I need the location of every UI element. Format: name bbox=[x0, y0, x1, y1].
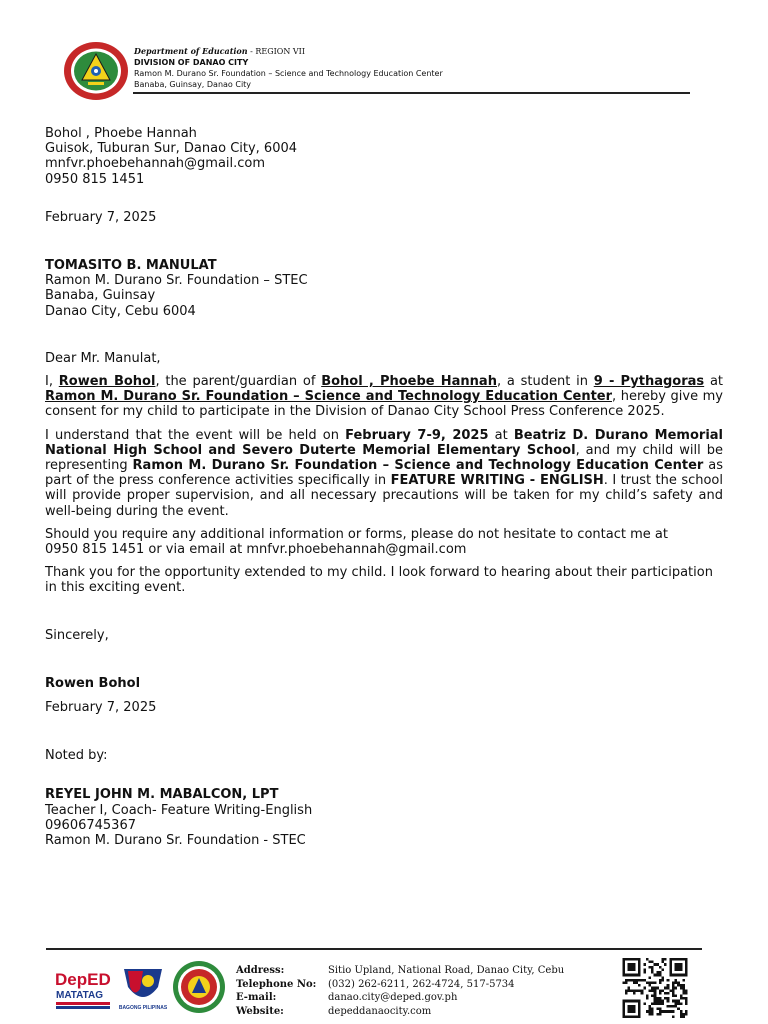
footer-divider bbox=[46, 948, 702, 950]
text-run: , and my child will be representing bbox=[45, 442, 723, 474]
text-run: at bbox=[704, 374, 724, 390]
text-run: as part of the press conference activities specifically in bbox=[45, 458, 723, 489]
parent-name: Rowen Bohol bbox=[58, 374, 156, 390]
thanks-paragraph: Thank you for the opportunity extended to my child. I look forward to hearing about their participation in this exciting event. bbox=[45, 565, 713, 596]
bagong-pilipinas-logo bbox=[118, 963, 168, 1011]
event-dates: February 7-9, 2025 bbox=[345, 427, 489, 443]
event-venue: Beatriz D. Durano Memorial National High School and Severo Duterte Memorial Elementary School bbox=[45, 427, 724, 458]
noted-by-name: REYEL JOHN M. MABALCON, LPT bbox=[45, 787, 279, 803]
sender-name: Bohol , Phoebe Hannah bbox=[45, 126, 197, 141]
footer-email[interactable]: danao.city@deped.gov.ph bbox=[328, 992, 458, 1003]
noted-by-title: Teacher I, Coach- Feature Writing-English bbox=[45, 802, 313, 818]
consent-paragraph bbox=[45, 374, 723, 420]
text-run: , hereby give my consent for my child to participate in the Division of Danao City School Press Conference 2025. bbox=[45, 389, 723, 420]
text-run: , a student in bbox=[496, 374, 594, 390]
signatory-date: February 7, 2025 bbox=[45, 700, 157, 716]
qr-code-icon bbox=[622, 958, 688, 1018]
footer-telephone: (032) 262-6211, 262-4724, 517-5734 bbox=[328, 978, 515, 990]
recipient-line2: Banaba, Guinsay bbox=[45, 288, 156, 304]
address-label: Address: bbox=[236, 965, 285, 976]
header-divider bbox=[133, 92, 690, 94]
recipient-line1: Ramon M. Durano Sr. Foundation – STEC bbox=[45, 273, 308, 289]
footer-values bbox=[328, 964, 564, 1018]
division-name: DIVISION OF DANAO CITY bbox=[134, 58, 249, 67]
bagong-pilipinas-text: BAGONG PILIPINAS bbox=[118, 1005, 168, 1011]
division-seal-icon bbox=[172, 960, 226, 1014]
event-paragraph bbox=[45, 428, 723, 519]
letter-date: February 7, 2025 bbox=[45, 209, 157, 225]
letter-body bbox=[45, 126, 723, 848]
deped-logo-text: DepED bbox=[55, 970, 111, 989]
salutation: Dear Mr. Manulat, bbox=[45, 350, 161, 366]
footer-address: Sitio Upland, National Road, Danao City, Cebu bbox=[328, 965, 565, 976]
recipient-block bbox=[45, 258, 723, 319]
text-run: Should you require any additional information or forms, please do not hesitate to contact me at bbox=[45, 526, 668, 542]
letterhead bbox=[0, 0, 768, 100]
email-label: E-mail: bbox=[236, 992, 277, 1003]
footer-labels bbox=[236, 964, 316, 1018]
student-name: Bohol , Phoebe Hannah bbox=[321, 374, 497, 390]
region-name: - REGION VII bbox=[247, 47, 305, 56]
sender-phone: 0950 815 1451 bbox=[45, 171, 145, 187]
text-run: , the parent/guardian of bbox=[155, 374, 322, 390]
school-name: Ramon M. Durano Sr. Foundation – Science and Technology Education Center bbox=[134, 69, 443, 78]
text-run: I understand that the event will be held on bbox=[45, 427, 346, 443]
text-run: I, bbox=[45, 374, 59, 390]
noted-by-block bbox=[45, 787, 723, 848]
signatory-name: Rowen Bohol bbox=[45, 675, 141, 691]
recipient-name: TOMASITO B. MANULAT bbox=[45, 258, 217, 274]
noted-by-org: Ramon M. Durano Sr. Foundation - STEC bbox=[45, 833, 306, 849]
telephone-label: Telephone No: bbox=[236, 978, 317, 990]
contact-paragraph bbox=[45, 527, 723, 557]
sender-block bbox=[45, 126, 723, 187]
sender-email: mnfvr.phoebehannah@gmail.com bbox=[45, 156, 266, 172]
text-run: 0950 815 1451 or via email at mnfvr.phoebehannah@gmail.com bbox=[45, 542, 467, 558]
noted-by-phone: 09606745367 bbox=[45, 817, 136, 833]
text-run: at bbox=[488, 427, 514, 443]
contest-category: FEATURE WRITING - ENGLISH bbox=[390, 473, 604, 489]
closing: Sincerely, bbox=[45, 627, 109, 643]
represented-school: Ramon M. Durano Sr. Foundation – Science and Technology Education Center bbox=[132, 458, 704, 474]
text-run: . I trust the school will provide proper supervision, and all necessary precautions will be taken for my child’s safety and well-being during the event. bbox=[45, 473, 723, 519]
matatag-text: MATATAG bbox=[56, 990, 104, 1001]
agency-name: Department of Education bbox=[134, 46, 248, 56]
website-label: Website: bbox=[236, 1005, 284, 1017]
sender-address: Guisok, Tuburan Sur, Danao City, 6004 bbox=[45, 141, 298, 157]
recipient-line3: Danao City, Cebu 6004 bbox=[45, 303, 196, 319]
student-section: 9 - Pythagoras bbox=[593, 374, 705, 390]
school-name-underlined: Ramon M. Durano Sr. Foundation – Science and Technology Education Center bbox=[45, 389, 613, 405]
deped-matatag-logo bbox=[52, 963, 114, 1013]
school-seal-icon bbox=[62, 40, 130, 102]
letterhead-text bbox=[134, 46, 443, 90]
footer-website[interactable]: depeddanaocity.com bbox=[328, 1005, 432, 1017]
school-address: Banaba, Guinsay, Danao City bbox=[134, 80, 252, 89]
noted-by-label: Noted by: bbox=[45, 748, 108, 764]
